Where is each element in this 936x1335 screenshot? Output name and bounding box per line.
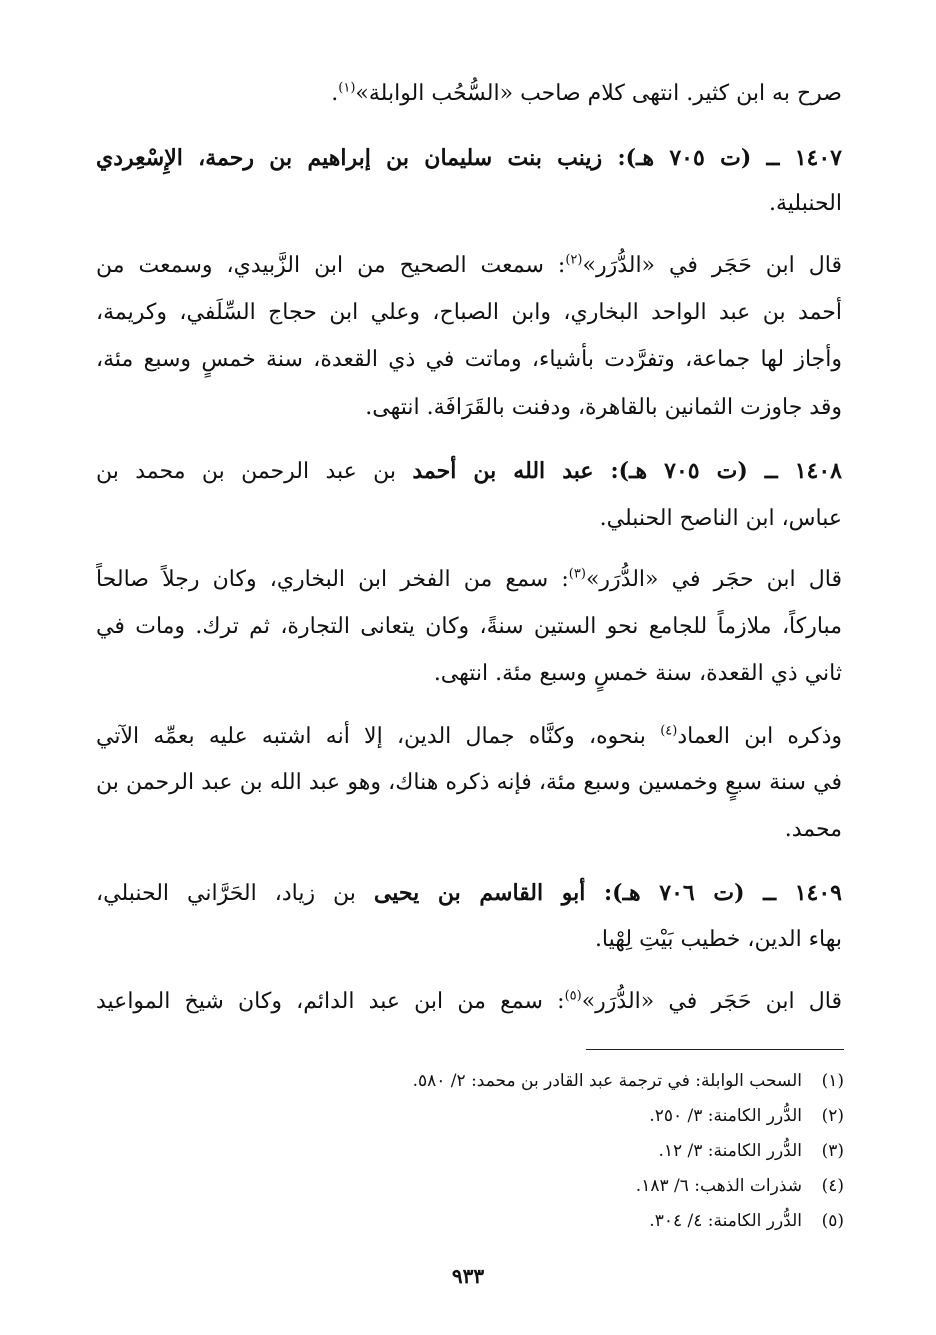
entry-heading-cont: بهاء الدين، خطيب بَيْتِ لِهْيا. [594, 927, 842, 952]
footnote-text: الدُّرر الكامنة: ٣/ ١٢. [658, 1141, 802, 1161]
body-line: ثاني ذي القعدة، سنة خمسٍ وسبع مئة. انتهى. [433, 661, 842, 686]
footnote-number: (٢) [821, 1106, 844, 1126]
entry-name: أبو القاسم بن يحيى [373, 880, 586, 906]
entry-number: ١٤٠٨ ــ (ت ٧٠٥ هـ): [593, 458, 842, 484]
entry-heading: ١٤٠٩ ــ (ت ٧٠٦ هـ): أبو القاسم بن يحيى بن زياد، الحَرَّاني الحنبلي، [96, 880, 842, 906]
page-number: ٩٣٣ [451, 1264, 485, 1288]
footnote-number: (٣) [821, 1141, 844, 1161]
footnote-ref: (٥) [564, 988, 582, 1004]
footnote-text: شذرات الذهب: ٦/ ١٨٣. [635, 1176, 802, 1196]
footnote-number: (١) [821, 1071, 844, 1091]
body-line: قال ابن حَجَر في «الدُّرَر»$^{(٥)}$: سمع من ابن عبد الدائم، وكان شيخ المواعيد [96, 988, 842, 1014]
body-line: مباركاً، ملازماً للجامع نحو الستين سنةً، وكان يتعانى التجارة، ثم ترك. ومات في [96, 614, 842, 639]
entry-name: عبد الله بن أحمد [412, 458, 594, 484]
footnote [344, 1206, 844, 1238]
body-line: وأجاز لها جماعة، وتفرَّدت بأشياء، وماتت في ذي القعدة، سنة خمسٍ وسبع مئة، [96, 347, 842, 372]
entry-number: ١٤٠٧ ــ (ت ٧٠٥ هـ): [602, 145, 842, 171]
entry-heading-cont: الحنبلية. [768, 191, 842, 216]
body-line: قال ابن حَجَر في «الدُّرَر»$^{(٢)}$: سمعت الصحيح من ابن الزَّبيدي، وسمعت من [96, 252, 842, 278]
entry-heading: ١٤٠٨ ــ (ت ٧٠٥ هـ): عبد الله بن أحمد بن عبد الرحمن بن محمد بن [96, 458, 842, 484]
entry-name: زينب بنت سليمان بن إبراهيم بن رحمة، الإِسْعِردي [96, 145, 603, 171]
footnote [344, 1136, 844, 1168]
body-line: في سنة سبعٍ وخمسين وسبع مئة، فإنه ذكره هناك، وهو عبد الله بن عبد الرحمن بن [96, 770, 842, 795]
body-line: وذكره ابن العماد$^{(٤)}$ بنحوه، وكنَّاه جمال الدين، إلا أنه اشتبه عليه بعمِّه الآتي [96, 723, 842, 749]
footnote [344, 1066, 844, 1098]
entry-heading [96, 138, 842, 182]
body-line: أحمد بن عبد الواحد البخاري، وابن الصباح، وعلي ابن حجاج السِّلَفي، وكريمة، [96, 300, 842, 325]
footnote [344, 1171, 844, 1203]
body-line: قال ابن حجَر في «الدُّرَر»$^{(٣)}$: سمع من الفخر ابن البخاري، وكان رجلاً صالحاً [96, 566, 842, 592]
footnote-text: السحب الوابلة: في ترجمة عبد القادر بن محمد: ٢/ ٥٨٠. [412, 1071, 802, 1091]
footnote-ref: (٢) [565, 252, 583, 268]
footnote-separator [586, 1049, 844, 1050]
footnote-ref: (٤) [660, 723, 678, 739]
entry-number: ١٤٠٩ ــ (ت ٧٠٦ هـ): [585, 880, 842, 906]
footnote-text: الدُّرر الكامنة: ٤/ ٣٠٤. [649, 1211, 802, 1231]
body-line: صرح به ابن كثير. انتهى كلام صاحب «السُّحُب الوابلة»$^{(١)}$. [331, 80, 842, 106]
footnote-number: (٥) [821, 1211, 844, 1231]
body-line: محمد. [784, 817, 842, 842]
footnote-ref: (٣) [568, 566, 586, 582]
body-line: وقد جاوزت الثمانين بالقاهرة، ودفنت بالقَرَافَة. انتهى. [365, 395, 842, 420]
footnote-number: (٤) [821, 1176, 844, 1196]
footnote-text: الدُّرر الكامنة: ٣/ ٢٥٠. [649, 1106, 802, 1126]
entry-heading-cont: عباس، ابن الناصح الحنبلي. [599, 506, 842, 531]
footnote-ref: (١) [338, 80, 356, 96]
footnote [344, 1101, 844, 1133]
